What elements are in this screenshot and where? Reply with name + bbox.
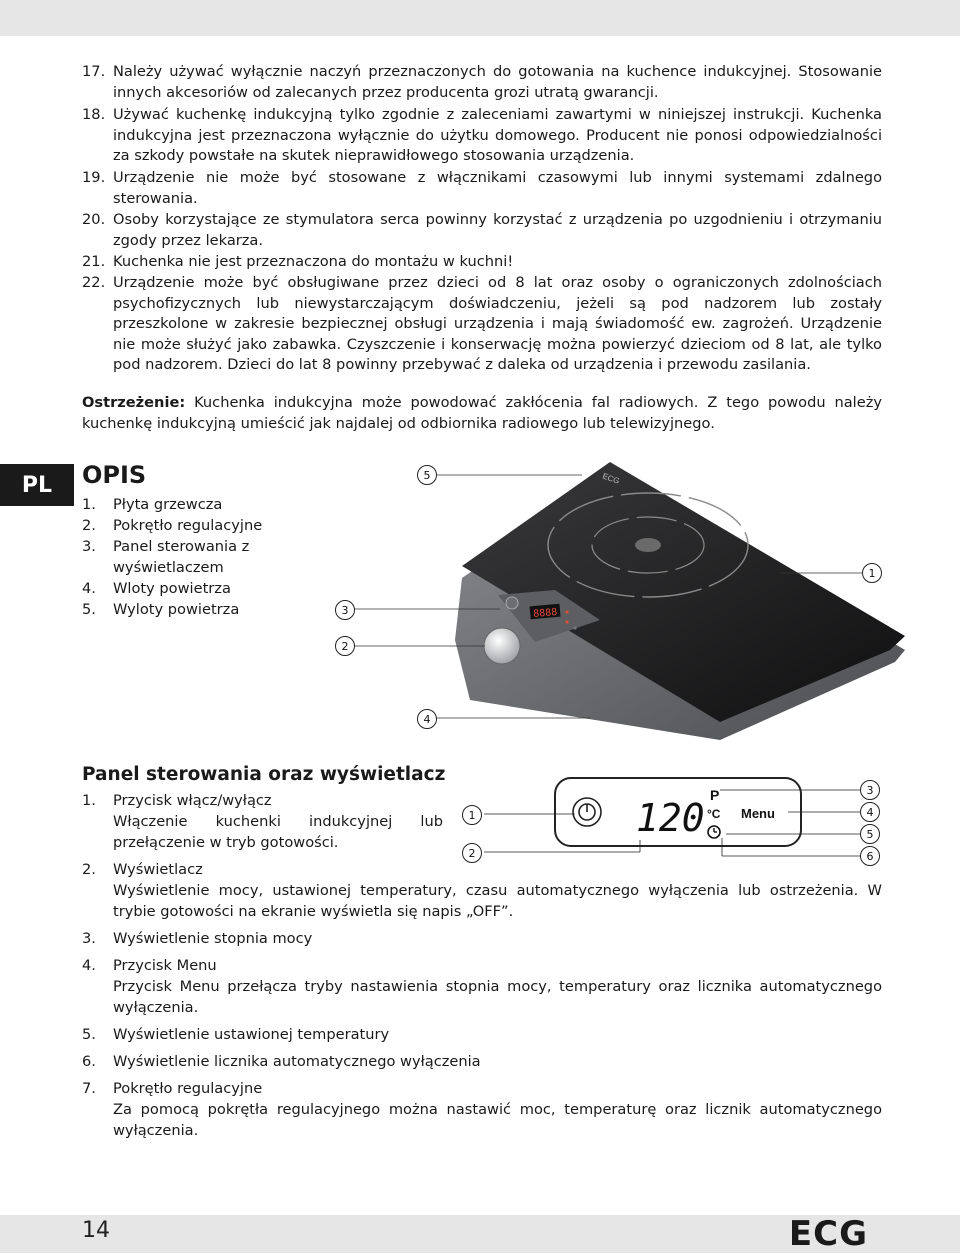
item-text: Używać kuchenkę indukcyjną tylko zgodnie z zaleceniami zawartymi w niniejszej instrukcji. Kuchenka indukcyjna jest przeznaczona wyłącznie do użytku domowego. Producent nie ponosi odpowiedzialności za szkody powstałe na skutek nieprawidłowego stosowania urządzenia. [113,106,882,164]
callout-3: 3 [335,600,355,620]
item-description: Wyświetlenie mocy, ustawionej temperatury, czasu automatycznego wyłączenia lub ostrzeżenia. W trybie gotowości na ekranie wyświetla się napis „OFF”. [113,882,882,920]
panel-callout-5: 5 [860,824,880,844]
item-number: 1. [82,496,96,513]
cooktop-brand-label: ECG [601,471,621,486]
item-heading: Wyświetlacz [113,861,203,878]
callout-2: 2 [335,636,355,656]
panel-callout-4: 4 [860,802,880,822]
item-number: 3. [82,930,96,947]
panel-callout-2: 2 [462,843,482,863]
item-number: 17. [82,63,106,80]
language-tab: PL [0,464,74,506]
callout-4: 4 [417,709,437,729]
item-number: 6. [82,1053,96,1070]
panel-callout-6: 6 [860,846,880,866]
item-text: Osoby korzystające ze stymulatora serca powinny korzystać z urządzenia po uzgodnieniu i otrzymaniu zgody przez lekarza. [113,211,882,249]
item-number: 2. [82,517,96,534]
item-number: 2. [82,861,96,878]
item-text: Kuchenka nie jest przeznaczona do montażu w kuchni! [113,253,514,270]
warning-label: Ostrzeżenie: [82,394,186,411]
page-number: 14 [82,1218,110,1243]
item-text: Urządzenie może być obsługiwane przez dzieci od 8 lat oraz osoby o ograniczonych zdolnościach psychofizycznych lub niewystarczającym doświadczeniu, jeżeli są pod nadzorem lub zostały przeszkolone w zakresie bezpiecznej obsługi urządzenia i mają świadomość ew. zagrożeń. Urządzenie nie może służyć jako zabawka. Czyszczenie i konserwację można powierzyć dzieciom od 8 lat, ale tylko pod nadzorem. Dzieci do lat 8 powinny przebywać z daleka od urządzenia i przewodu zasilania. [113,274,882,373]
callout-1: 1 [862,563,882,583]
item-number: 18. [82,106,106,123]
item-description: Za pomocą pokrętła regulacyjnego można nastawić moc, temperaturę oraz licznik automatycznego wyłączenia. [113,1101,882,1139]
section-title-opis: OPIS [82,461,147,489]
item-text: Pokrętło regulacyjne [113,517,263,534]
item-number: 19. [82,169,106,186]
section-title-panel: Panel sterowania oraz wyświetlacz [82,764,446,785]
callout-5: 5 [417,465,437,485]
item-number: 20. [82,211,106,228]
display-digits: 8888 [532,606,558,621]
item-description: Włączenie kuchenki indukcyjnej lub przełączenie w tryb gotowości. [113,813,443,851]
item-heading: Wyświetlenie stopnia mocy [113,930,313,947]
item-heading: Wyświetlenie licznika automatycznego wyłączenia [113,1053,481,1070]
warning-text: Kuchenka indukcyjna może powodować zakłócenia fal radiowych. Z tego powodu należy kuchenkę indukcyjną umieścić jak najdalej od odbiornika radiowego lub telewizyjnego. [82,394,882,432]
item-number: 21. [82,253,106,270]
item-number: 22. [82,274,106,291]
item-text: Należy używać wyłącznie naczyń przeznaczonych do gotowania na kuchence indukcyjnej. Stosowanie innych akcesoriów od zalecanych przez producenta grozi utratą gwarancji. [113,63,882,101]
brand-logo: ECG [788,1214,868,1254]
item-heading: Przycisk Menu [113,957,217,974]
panel-callout-1: 1 [462,805,482,825]
temperature-indicator: °C [707,807,721,821]
item-number: 3. [82,538,96,555]
item-text: Wloty powietrza [113,580,231,597]
item-number: 5. [82,601,96,618]
item-description: Przycisk Menu przełącza tryby nastawienia stopnia mocy, temperatury oraz licznika automatycznego wyłączenia. [113,978,882,1016]
item-heading: Pokrętło regulacyjne [113,1080,263,1097]
item-number: 5. [82,1026,96,1043]
power-indicator-p: P [710,787,720,803]
menu-button-label: Menu [741,806,775,821]
item-heading: Przycisk włącz/wyłącz [113,792,272,809]
item-heading: Wyświetlenie ustawionej temperatury [113,1026,390,1043]
item-number: 4. [82,580,96,597]
item-number: 4. [82,957,96,974]
item-number: 1. [82,792,96,809]
item-text: Panel sterowania z wyświetlaczem [113,538,250,576]
item-text: Wyloty powietrza [113,601,240,618]
item-text: Urządzenie nie może być stosowane z włącznikami czasowymi lub innymi systemami zdalnego sterowania. [113,169,882,207]
item-number: 7. [82,1080,96,1097]
item-text: Płyta grzewcza [113,496,223,513]
panel-callout-3: 3 [860,780,880,800]
display-value: 120 [636,796,705,840]
